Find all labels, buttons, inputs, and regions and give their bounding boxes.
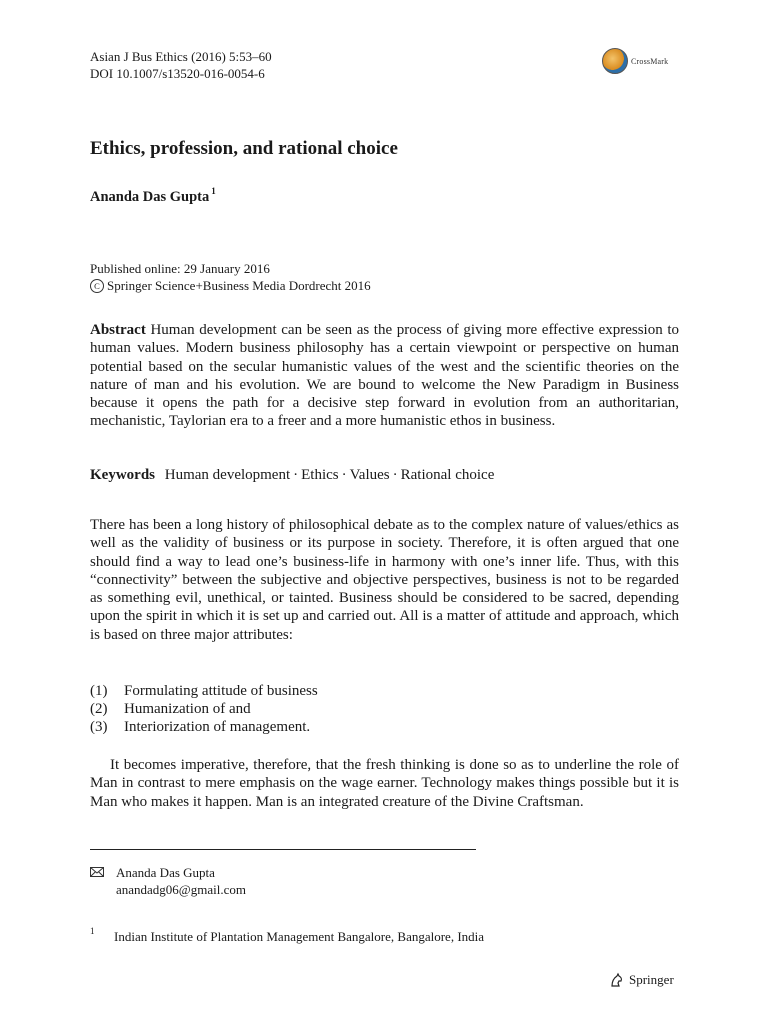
author-affil-mark: 1	[211, 186, 216, 196]
keywords	[90, 467, 494, 484]
abstract	[90, 321, 679, 431]
abstract-label: Abstract	[90, 322, 146, 338]
keyword: Ethics	[301, 467, 339, 483]
keyword: Human development	[164, 467, 291, 483]
crossmark-label: CrossMark	[631, 56, 669, 66]
springer-horse-icon	[609, 972, 625, 988]
list-text: Interiorization of management.	[124, 719, 311, 735]
affiliation-mark: 1	[90, 926, 95, 936]
body-paragraph: There has been a long history of philosophical debate as to the complex nature of values/ethics as well as the validity of business or its purpose in society. Therefore, it is often argued that one should find a way to lead one’s business-life in harmony with one’s inner life. Thus, with this “connectivity” between the subjective and objective perspectives, business is not to be regarded as something evil, unethical, or tainted. Business should be considered to be sacred, depending upon the spirit in which it is set up and carried out. All is a matter of attitude and approach, which is based on three major attributes:	[90, 517, 679, 643]
keyword: Rational choice	[400, 467, 495, 483]
list-number: (1)	[90, 683, 108, 699]
keyword: Values	[349, 467, 390, 483]
crossmark-badge[interactable]	[602, 48, 668, 74]
list-text: Formulating attitude of business	[124, 683, 318, 699]
corresponding-author	[90, 864, 246, 898]
list-item	[90, 682, 318, 700]
copyright-line	[90, 277, 371, 294]
publication-info	[90, 260, 371, 294]
author-line	[90, 186, 216, 206]
list-text: Humanization of and	[124, 701, 251, 717]
list-item	[90, 700, 318, 718]
affiliation-text: Indian Institute of Plantation Management Bangalore, Bangalore, India	[114, 929, 485, 944]
attribute-list	[90, 682, 318, 736]
doi[interactable]: DOI 10.1007/s13520-016-0054-6	[90, 66, 265, 81]
abstract-text: Human development can be seen as the process of giving more effective expression to human values. Modern business philosophy has a certain viewpoint or perspective on human potential based on the secular humanistic values of the west and the scientific theories on the nature of man and his evolution. We are bound to welcome the New Paradigm in Business because it opens the path for a decisive step forward in evolution from an authoritarian, mechanistic, Taylorian era to a freer and a more humanistic ethos in business.	[90, 322, 679, 430]
keyword-separator: ·	[293, 467, 299, 483]
envelope-icon	[90, 864, 116, 898]
list-number: (3)	[90, 719, 108, 735]
author-name: Ananda Das Gupta	[90, 189, 210, 205]
contact-email[interactable]: anandadg06@gmail.com	[116, 882, 247, 897]
publisher-logo	[609, 972, 674, 988]
affiliation-footnote	[90, 926, 485, 945]
crossmark-icon	[602, 48, 628, 74]
journal-citation: Asian J Bus Ethics (2016) 5:53–60	[90, 49, 272, 64]
contact-name: Ananda Das Gupta	[116, 865, 215, 880]
keywords-label: Keywords	[90, 467, 155, 483]
article-title: Ethics, profession, and rational choice	[90, 138, 398, 159]
footnote-divider	[90, 849, 476, 850]
keyword-separator: ·	[392, 467, 398, 483]
published-date: Published online: 29 January 2016	[90, 261, 270, 276]
copyright-icon: C	[90, 279, 104, 293]
list-item	[90, 718, 318, 736]
list-number: (2)	[90, 701, 108, 717]
body-paragraph: It becomes imperative, therefore, that the fresh thinking is done so as to underline the role of Man in contrast to mere emphasis on the wage earner. Technology makes things possible but it is Man who makes it happen. Man is an integrated creature of the Divine Craftsman.	[90, 757, 679, 810]
journal-header	[90, 48, 272, 82]
keyword-separator: ·	[341, 467, 347, 483]
publisher-name: Springer	[629, 972, 674, 987]
copyright-text: Springer Science+Business Media Dordrecht 2016	[107, 278, 371, 293]
